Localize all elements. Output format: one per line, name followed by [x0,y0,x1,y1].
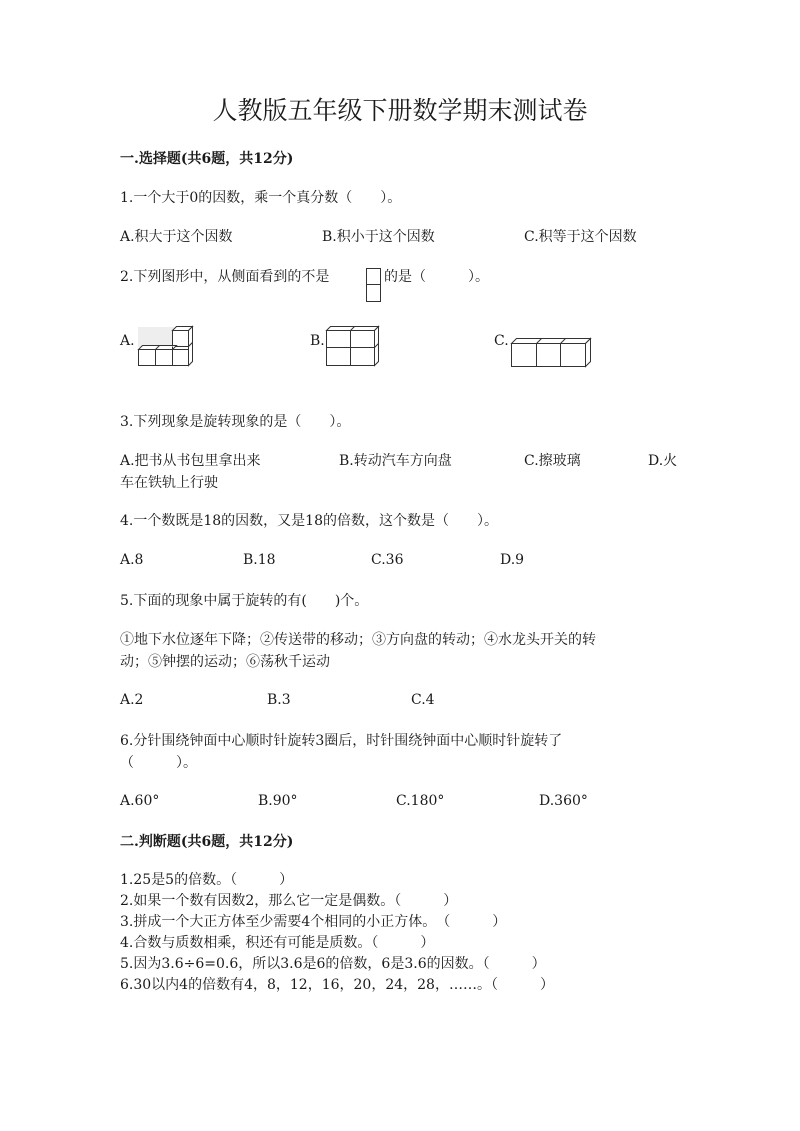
q3-option-d-continuation: 车在铁轨上行驶 [120,475,218,491]
q3-option-b: B.转动汽车方向盘 [339,453,452,469]
q4-option-c: C.36 [371,552,404,568]
q4-option-a: A.8 [120,552,144,568]
judge-item-1: 1.25是5的倍数。（ ） [120,872,294,888]
judge-item-2: 2.如果一个数有因数2，那么它一定是偶数。（ ） [120,893,458,909]
question-2-text-after: 的是（ ）。 [384,269,489,285]
q2-option-a: A. [120,333,135,349]
page-title: 人教版五年级下册数学期末测试卷 [212,96,588,125]
q3-option-d: D.火 [648,453,678,469]
question-5-list-line-2: 动；⑤钟摆的运动；⑥荡秋千运动 [120,654,330,670]
q1-option-a: A.积大于这个因数 [120,229,233,245]
q2-option-b: B. [310,333,325,349]
q4-option-b: B.18 [243,552,276,568]
question-6-text-line-2: （ ）。 [120,755,197,771]
q3-option-c: C.擦玻璃 [524,453,581,469]
question-6-text-line-1: 6.分针围绕钟面中心顺时针旋转3圈后，时针围绕钟面中心顺时针旋转了 [120,733,563,749]
q5-option-b: B.3 [267,692,291,708]
q5-option-c: C.4 [411,692,435,708]
q6-option-a: A.60° [120,793,160,809]
question-5-list-line-1: ①地下水位逐年下降；②传送带的移动；③方向盘的转动；④水龙头开关的转 [120,632,596,648]
section-heading-true-false: 二.判断题(共6题，共12分) [120,834,294,850]
q5-option-a: A.2 [120,692,144,708]
judge-item-4: 4.合数与质数相乘，积还有可能是质数。（ ） [120,935,435,951]
q1-option-b: B.积小于这个因数 [322,229,435,245]
q3-option-a: A.把书从书包里拿出来 [120,453,261,469]
question-2-text-before: 2.下列图形中，从侧面看到的不是 [120,269,330,285]
q1-option-c: C.积等于这个因数 [524,229,637,245]
q2-option-c: C. [494,333,509,349]
section-heading-choice: 一.选择题(共6题，共12分) [120,151,294,167]
q6-option-c: C.180° [396,793,445,809]
question-3-text: 3.下列现象是旋转现象的是（ ）。 [120,414,351,430]
q4-option-d: D.9 [500,552,525,568]
cube-figure-a [138,325,198,369]
question-5-text: 5.下面的现象中属于旋转的有( )个。 [120,593,369,609]
q6-option-b: B.90° [258,793,298,809]
question-1-text: 1.一个大于0的因数，乘一个真分数（ ）。 [120,190,402,206]
judge-item-5: 5.因为3.6÷6=0.6，所以3.6是6的倍数，6是3.6的因数。（ ） [120,956,546,972]
question-4-text: 4.一个数既是18的因数，又是18的倍数，这个数是（ ）。 [120,513,498,529]
q6-option-d: D.360° [539,793,588,809]
two-stacked-squares-figure [366,268,382,304]
cube-figure-c [511,337,593,369]
judge-item-6: 6.30以内4的倍数有4，8，12，16，20，24，28，……。（ ） [120,977,554,993]
cube-figure-b [326,325,386,369]
judge-item-3: 3.拼成一个大正方体至少需要4个相同的小正方体。 （ ） [120,914,507,930]
